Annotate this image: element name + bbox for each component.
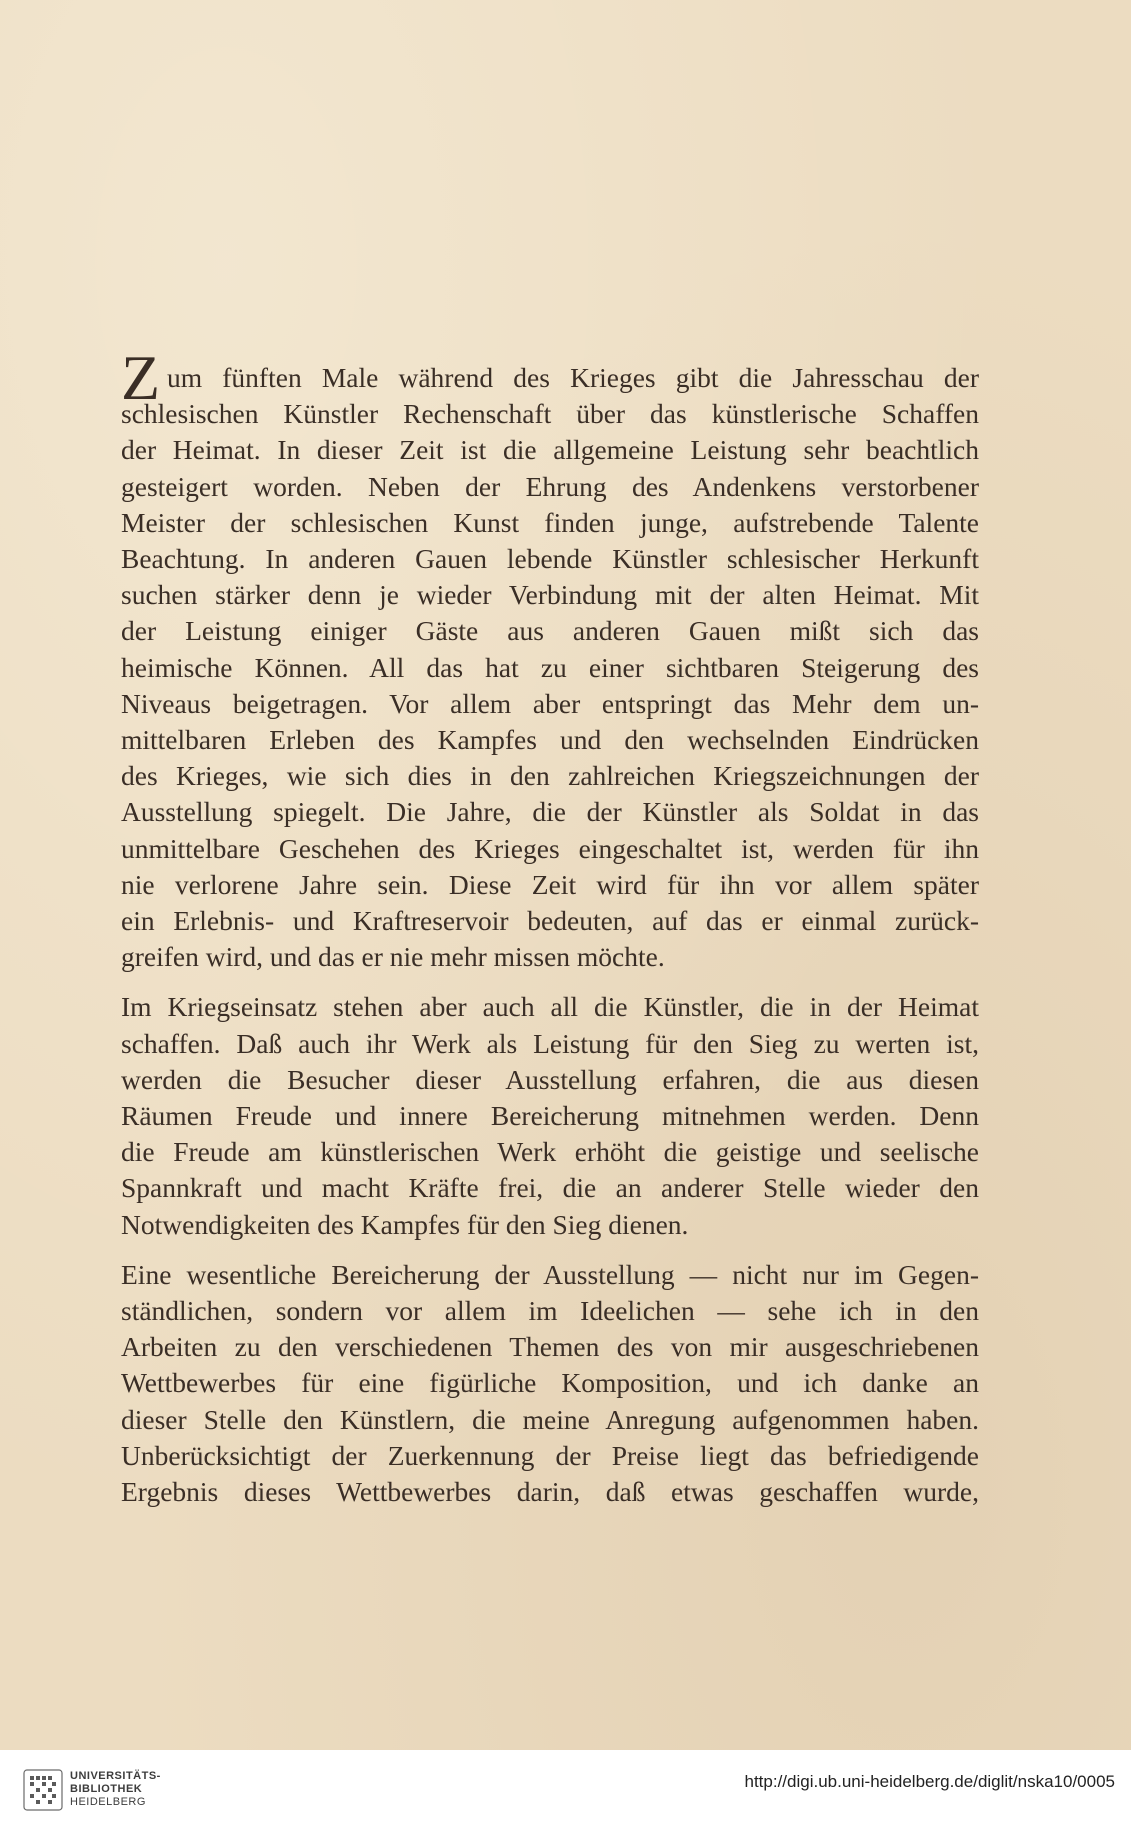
text-line-content: Niveaus beigetragen. Vor allem aber entspringt das Mehr dem un- bbox=[121, 687, 979, 719]
text-line-content: Ergebnis dieses Wettbewerbes darin, daß etwas geschaffen wurde, bbox=[121, 1476, 979, 1508]
text-line-content: greifen wird, und das er nie mehr missen möchte. bbox=[121, 941, 665, 973]
text-line bbox=[121, 1402, 979, 1438]
text-line-content: Beachtung. In anderen Gauen lebende Künstler schlesischer Herkunft bbox=[121, 543, 979, 575]
text-line bbox=[121, 1170, 979, 1206]
text-line-content: suchen stärker denn je wieder Verbindung mit der alten Heimat. Mit bbox=[121, 579, 979, 611]
library-name-line: BIBLIOTHEK bbox=[70, 1783, 143, 1795]
text-line-content: der Leistung einiger Gäste aus anderen Gauen mißt sich das bbox=[121, 615, 979, 647]
text-line bbox=[121, 432, 979, 468]
text-line bbox=[121, 1098, 979, 1134]
text-line bbox=[121, 794, 979, 830]
text-line bbox=[121, 758, 979, 794]
source-url-link[interactable]: http://digi.ub.uni-heidelberg.de/diglit/nska10/0005 bbox=[744, 1772, 1115, 1791]
paragraph bbox=[121, 342, 979, 975]
text-line bbox=[121, 989, 979, 1025]
text-line bbox=[121, 577, 979, 613]
text-line bbox=[121, 1207, 979, 1243]
text-line bbox=[121, 650, 979, 686]
library-name-line: HEIDELBERG bbox=[70, 1796, 146, 1808]
university-seal-icon bbox=[22, 1768, 64, 1812]
text-line-content: Unberücksichtigt der Zuerkennung der Preise liegt das befriedigende bbox=[121, 1439, 979, 1471]
text-line-content: dieser Stelle den Künstlern, die meine Anregung aufgenommen haben. bbox=[121, 1403, 979, 1435]
text-line bbox=[121, 469, 979, 505]
text-line bbox=[121, 1438, 979, 1474]
text-line bbox=[121, 1365, 979, 1401]
text-line bbox=[121, 1293, 979, 1329]
text-line-content: Eine wesentliche Bereicherung der Ausstellung — nicht nur im Gegen- bbox=[121, 1258, 979, 1290]
text-line bbox=[121, 1026, 979, 1062]
text-line-content: schlesischen Künstler Rechenschaft über das künstlerische Schaffen bbox=[121, 398, 979, 430]
text-line bbox=[121, 396, 979, 432]
text-line-content: nie verlorene Jahre sein. Diese Zeit wird für ihn vor allem später bbox=[121, 868, 979, 900]
text-line-content: Räumen Freude und innere Bereicherung mitnehmen werden. Denn bbox=[121, 1100, 979, 1132]
text-line-content: ständlichen, sondern vor allem im Ideelichen — sehe ich in den bbox=[121, 1295, 979, 1327]
text-line-content: werden die Besucher dieser Ausstellung erfahren, die aus diesen bbox=[121, 1063, 979, 1095]
text-line bbox=[121, 1134, 979, 1170]
text-line bbox=[121, 1474, 979, 1510]
text-line-content: um fünften Male während des Krieges gibt die Jahresschau der bbox=[167, 362, 979, 393]
paragraph bbox=[121, 989, 979, 1242]
text-line-content: ein Erlebnis- und Kraftreservoir bedeuten, auf das er einmal zurück- bbox=[121, 905, 979, 937]
text-line bbox=[121, 1257, 979, 1293]
text-line-content: der Heimat. In dieser Zeit ist die allgemeine Leistung sehr beachtlich bbox=[121, 434, 979, 466]
text-line bbox=[121, 541, 979, 577]
library-name-line: UNIVERSITÄTS- bbox=[70, 1770, 161, 1782]
text-line bbox=[121, 342, 979, 413]
text-line-content: des Krieges, wie sich dies in den zahlreichen Kriegszeichnungen der bbox=[121, 760, 979, 792]
text-line-content: unmittelbare Geschehen des Krieges eingeschaltet ist, werden für ihn bbox=[121, 832, 979, 864]
text-line-content: Arbeiten zu den verschiedenen Themen des von mir ausgeschriebenen bbox=[121, 1331, 979, 1363]
text-line bbox=[121, 722, 979, 758]
body-text bbox=[121, 342, 979, 1524]
text-line-content: Wettbewerbes für eine figürliche Komposition, und ich danke an bbox=[121, 1367, 979, 1399]
text-line-content: die Freude am künstlerischen Werk erhöht die geistige und seelische bbox=[121, 1136, 979, 1168]
text-line bbox=[121, 831, 979, 867]
text-line-content: gesteigert worden. Neben der Ehrung des Andenkens verstorbener bbox=[121, 470, 979, 502]
drop-cap: Z bbox=[121, 342, 161, 413]
text-line-content: Ausstellung spiegelt. Die Jahre, die der Künstler als Soldat in das bbox=[121, 796, 979, 828]
text-line-content: heimische Können. All das hat zu einer sichtbaren Steigerung des bbox=[121, 651, 979, 683]
text-line bbox=[121, 1062, 979, 1098]
text-line bbox=[121, 939, 979, 975]
text-line bbox=[121, 505, 979, 541]
text-line bbox=[121, 1329, 979, 1365]
paragraph bbox=[121, 1257, 979, 1510]
text-line-content: Notwendigkeiten des Kampfes für den Sieg dienen. bbox=[121, 1208, 689, 1240]
text-line-content: schaffen. Daß auch ihr Werk als Leistung für den Sieg zu werten ist, bbox=[121, 1027, 979, 1059]
library-name bbox=[70, 1770, 161, 1809]
footer bbox=[0, 1750, 1131, 1828]
text-line bbox=[121, 867, 979, 903]
text-line-content: Spannkraft und macht Kräfte frei, die an anderer Stelle wieder den bbox=[121, 1172, 979, 1204]
text-line bbox=[121, 686, 979, 722]
text-line-content: mittelbaren Erleben des Kampfes und den wechselnden Eindrücken bbox=[121, 724, 979, 756]
text-line bbox=[121, 903, 979, 939]
text-line-content: Meister der schlesischen Kunst finden junge, aufstrebende Talente bbox=[121, 506, 979, 538]
text-line bbox=[121, 613, 979, 649]
text-line-content: Im Kriegseinsatz stehen aber auch all die Künstler, die in der Heimat bbox=[121, 991, 979, 1023]
